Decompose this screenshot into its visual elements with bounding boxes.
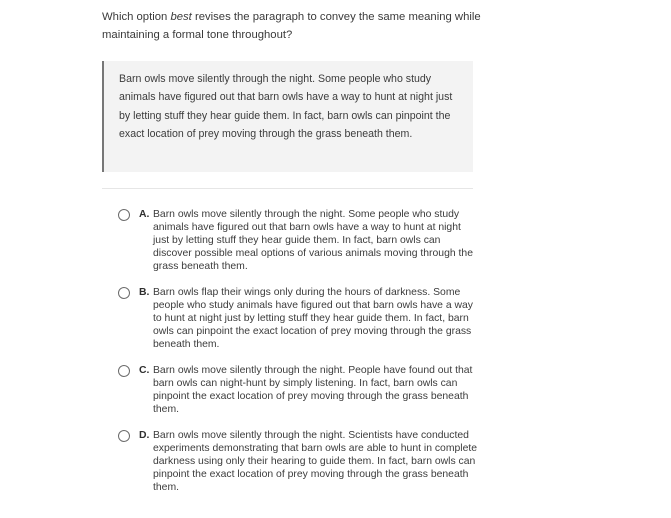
radio-button-a[interactable] (118, 209, 130, 221)
option-text: Barn owls flap their wings only during the hours of darkness. Some people who study animals have figured out that barn owls have a way to hunt at night just by letting stuff they hear guide them. In fact, barn owls can pinpoint the exact location of prey moving through the grass beneath them. (153, 287, 473, 350)
answer-option-d[interactable] (118, 429, 478, 494)
passage-block (102, 61, 473, 172)
option-text: Barn owls move silently through the night. Some people who study animals have figured out that barn owls have a way to hunt at night just by letting stuff they hear guide them. In fact, barn owls can discover possible meal options of various animals moving through the grass beneath them. (153, 209, 473, 272)
answer-option-c[interactable] (118, 364, 478, 416)
option-letter: D. (139, 430, 150, 441)
radio-button-d[interactable] (118, 430, 130, 442)
question-prompt (102, 8, 482, 44)
passage-text: Barn owls move silently through the night. Some people who study animals have figured out that barn owls have a way to hunt at night just by letting stuff they hear guide them. In fact, barn owls can pinpoint the exact location of prey moving through the grass beneath them. (119, 73, 453, 140)
answer-option-b[interactable] (118, 286, 478, 351)
question-suffix: revises the paragraph to convey the same meaning while maintaining a formal tone throughout? (102, 11, 481, 41)
radio-button-c[interactable] (118, 365, 130, 377)
answer-option-a[interactable] (118, 208, 478, 273)
option-letter: C. (139, 365, 150, 376)
option-letter: A. (139, 209, 150, 220)
question-emphasis: best (170, 11, 192, 23)
radio-button-b[interactable] (118, 287, 130, 299)
option-letter: B. (139, 287, 150, 298)
option-text: Barn owls move silently through the night. Scientists have conducted experiments demonstrating that barn owls are able to hunt in complete darkness using only their hearing to guide them. In fact, barn owls can pinpoint the exact location of prey moving through the grass beneath them. (153, 430, 478, 493)
divider (102, 188, 473, 189)
option-text: Barn owls move silently through the night. People have found out that barn owls can night-hunt by simply listening. In fact, barn owls can pinpoint the exact location of prey moving through the grass beneath them. (153, 365, 473, 415)
question-prefix: Which option (102, 11, 171, 23)
